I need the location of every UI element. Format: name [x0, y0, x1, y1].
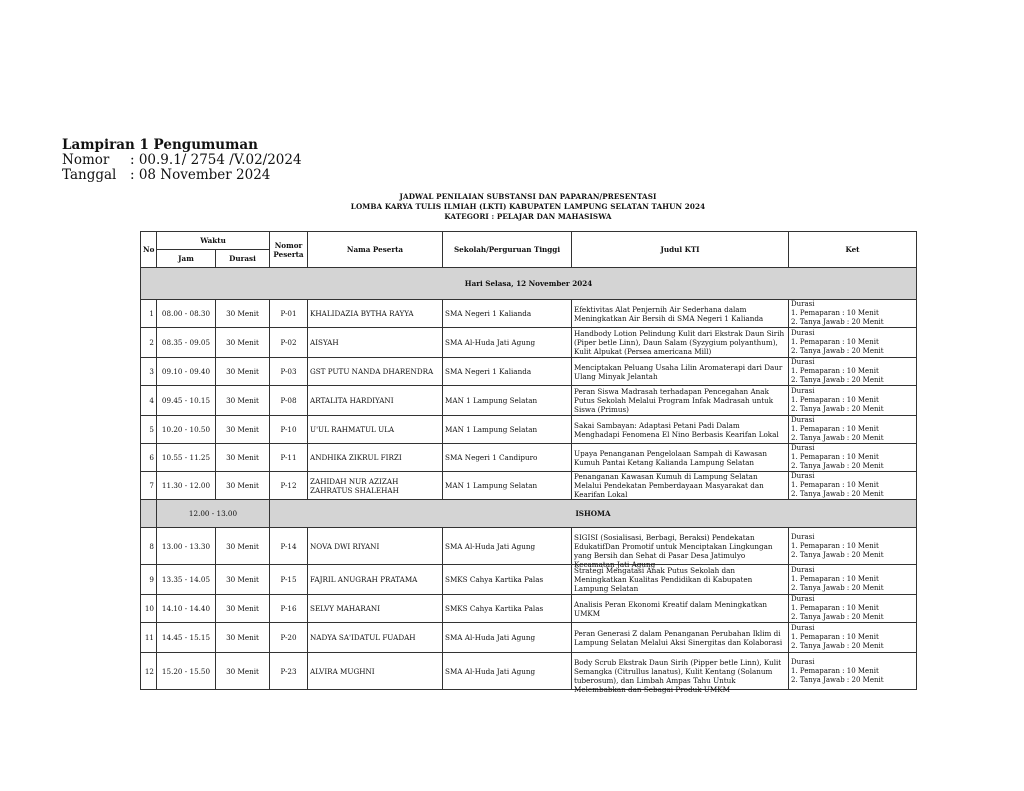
row-ket: [789, 386, 917, 416]
row-ket: [789, 565, 917, 595]
row-jam: 15.20 - 15.50: [157, 653, 216, 690]
ket-durasi: Durasi: [791, 358, 815, 366]
row-ket: [789, 472, 917, 500]
row-sekolah: MAN 1 Lampung Selatan: [443, 416, 572, 444]
row-judul-kti: Strategi Mengatasi Anak Putus Sekolah dan Meningkatkan Kualitas Pendidikan di Kabupaten Lampung Selatan: [574, 566, 753, 593]
ket-pemaparan: 1. Pemaparan : 10 Menit: [791, 633, 879, 641]
ket-pemaparan: 1. Pemaparan : 10 Menit: [791, 666, 879, 675]
ket-durasi: Durasi: [791, 472, 815, 480]
day-label: Hari Selasa, 12 November 2024: [141, 268, 917, 300]
row-judul-cell: [572, 595, 789, 623]
row-no: 4: [141, 386, 157, 416]
header-sekolah: Sekolah/Perguruan Tinggi: [443, 232, 572, 268]
nomor-value: : 00.9.1/ 2754 /V.02/2024: [130, 152, 302, 168]
row-nama-peserta: NOVA DWI RIYANI: [308, 528, 443, 565]
row-nomor-peserta: P-23: [270, 653, 308, 690]
row-judul-kti: Upaya Penanganan Pengelolaan Sampah di Kawasan Kumuh Pantai Ketang Kalianda Lampung Selatan: [574, 448, 767, 467]
table-row: [141, 416, 917, 444]
ket-pemaparan: 1. Pemaparan : 10 Menit: [791, 604, 879, 612]
row-nama-peserta: AISYAH: [308, 328, 443, 358]
ket-tanya-jawab: 2. Tanya Jawab : 20 Menit: [791, 550, 884, 559]
ket-tanya-jawab: 2. Tanya Jawab : 20 Menit: [791, 434, 884, 442]
row-nomor-peserta: P-01: [270, 300, 308, 328]
table-row: [141, 623, 917, 653]
row-no: 3: [141, 358, 157, 386]
table-row: [141, 328, 917, 358]
attachment-title: Lampiran 1 Pengumuman: [62, 137, 258, 153]
ket-tanya-jawab: 2. Tanya Jawab : 20 Menit: [791, 642, 884, 650]
header-judul-kti: Judul KTI: [572, 232, 789, 268]
ket-pemaparan: 1. Pemaparan : 10 Menit: [791, 338, 879, 346]
ket-pemaparan: 1. Pemaparan : 10 Menit: [791, 396, 879, 404]
header-jam: Jam: [157, 250, 216, 268]
ket-pemaparan: 1. Pemaparan : 10 Menit: [791, 453, 879, 461]
ket-durasi: Durasi: [791, 300, 815, 308]
ket-text: [791, 472, 914, 499]
header-waktu: Waktu: [157, 232, 270, 250]
row-judul-kti: Peran Siswa Madrasah terhadapan Pencegahan Anak Putus Sekolah Melalui Program Infak Madrasah untuk Siswa (Primus): [574, 387, 774, 414]
ket-text: [791, 624, 914, 651]
ket-tanya-jawab: 2. Tanya Jawab : 20 Menit: [791, 318, 884, 326]
row-judul-cell: [572, 300, 789, 328]
schedule-title-line2: LOMBA KARYA TULIS ILMIAH (LKTI) KABUPATEN LAMPUNG SELATAN TAHUN 2024: [350, 202, 706, 211]
ket-text: [791, 387, 914, 414]
row-ket: [789, 358, 917, 386]
ket-tanya-jawab: 2. Tanya Jawab : 20 Menit: [791, 490, 884, 498]
ket-text: [791, 566, 914, 593]
ket-durasi: Durasi: [791, 532, 815, 541]
row-jam: 08.35 - 09.05: [157, 328, 216, 358]
row-nomor-peserta: P-10: [270, 416, 308, 444]
break-label: ISHOMA: [270, 500, 917, 528]
row-nama-peserta: ZAHIDAH NUR AZIZAH ZAHRATUS SHALEHAH: [308, 472, 443, 500]
nomor-line: [62, 153, 302, 168]
row-ket: [789, 623, 917, 653]
row-judul-cell: [572, 472, 789, 500]
row-durasi: 30 Menit: [216, 565, 270, 595]
ket-pemaparan: 1. Pemaparan : 10 Menit: [791, 309, 879, 317]
tanggal-label: Tanggal: [62, 167, 117, 183]
ket-text: [791, 595, 914, 622]
row-sekolah: SMA Negeri 1 Kalianda: [443, 300, 572, 328]
ket-durasi: Durasi: [791, 657, 815, 666]
row-no: 10: [141, 595, 157, 623]
row-nama-peserta: NADYA SA'IDATUL FUADAH: [308, 623, 443, 653]
row-nomor-peserta: P-11: [270, 444, 308, 472]
row-sekolah: SMKS Cahya Kartika Palas: [443, 595, 572, 623]
schedule-title-line3: KATEGORI : PELAJAR DAN MAHASISWA: [444, 212, 612, 221]
ket-tanya-jawab: 2. Tanya Jawab : 20 Menit: [791, 584, 884, 592]
row-nama-peserta: ALVIRA MUGHNI: [308, 653, 443, 690]
row-nama-peserta: GST PUTU NANDA DHARENDRA: [308, 358, 443, 386]
row-durasi: 30 Menit: [216, 653, 270, 690]
row-judul-kti: Menciptakan Peluang Usaha Lilin Aromaterapi dari Daur Ulang Minyak Jelantah: [574, 362, 783, 381]
row-no: 12: [141, 653, 157, 690]
table-row: [141, 565, 917, 595]
ket-text: [791, 416, 914, 443]
ket-text: [791, 358, 914, 385]
row-durasi: 30 Menit: [216, 595, 270, 623]
ket-text: [791, 300, 914, 327]
row-nomor-peserta: P-15: [270, 565, 308, 595]
table-row: [141, 444, 917, 472]
ket-durasi: Durasi: [791, 624, 815, 632]
row-jam: 13.35 - 14.05: [157, 565, 216, 595]
row-nama-peserta: SELVY MAHARANI: [308, 595, 443, 623]
row-no: 9: [141, 565, 157, 595]
ket-text: [791, 329, 914, 356]
row-no: 7: [141, 472, 157, 500]
row-jam: 13.00 - 13.30: [157, 528, 216, 565]
row-judul-cell: [572, 623, 789, 653]
ket-text: [791, 658, 914, 685]
row-judul-kti: Body Scrub Ekstrak Daun Sirih (Pipper betle Linn), Kulit Semangka (Citrullus lanatus), Kulit Kentang (Solanum tuberosum), dan Limbah Ampas Tahu Untuk Melembabkan dan Sebagai Produk UMKM: [574, 657, 782, 694]
ket-durasi: Durasi: [791, 329, 815, 337]
row-judul-cell: [572, 358, 789, 386]
row-ket: [789, 328, 917, 358]
row-nama-peserta: ARTALITA HARDIYANI: [308, 386, 443, 416]
ket-pemaparan: 1. Pemaparan : 10 Menit: [791, 575, 879, 583]
row-nomor-peserta: P-08: [270, 386, 308, 416]
ket-pemaparan: 1. Pemaparan : 10 Menit: [791, 481, 879, 489]
break-time: 12.00 - 13.00: [157, 500, 270, 528]
tanggal-value: : 08 November 2024: [130, 167, 271, 183]
row-sekolah: SMA Al-Huda Jati Agung: [443, 328, 572, 358]
row-ket: [789, 444, 917, 472]
header-durasi: Durasi: [216, 250, 270, 268]
row-jam: 08.00 - 08.30: [157, 300, 216, 328]
row-judul-cell: [572, 444, 789, 472]
row-sekolah: MAN 1 Lampung Selatan: [443, 472, 572, 500]
break-row: [141, 500, 917, 528]
row-durasi: 30 Menit: [216, 328, 270, 358]
row-durasi: 30 Menit: [216, 358, 270, 386]
row-judul-cell: [572, 416, 789, 444]
row-jam: 10.55 - 11.25: [157, 444, 216, 472]
row-durasi: 30 Menit: [216, 300, 270, 328]
header-no: No: [141, 232, 157, 268]
row-durasi: 30 Menit: [216, 623, 270, 653]
row-ket: [789, 416, 917, 444]
row-sekolah: SMA Al-Huda Jati Agung: [443, 653, 572, 690]
row-ket: [789, 528, 917, 565]
row-sekolah: MAN 1 Lampung Selatan: [443, 386, 572, 416]
row-no: 6: [141, 444, 157, 472]
row-jam: 09.45 - 10.15: [157, 386, 216, 416]
ket-durasi: Durasi: [791, 416, 815, 424]
table-row: [141, 595, 917, 623]
ket-text: [791, 533, 914, 560]
row-nama-peserta: KHALIDAZIA BYTHA RAYYA: [308, 300, 443, 328]
ket-durasi: Durasi: [791, 566, 815, 574]
row-sekolah: SMA Negeri 1 Kalianda: [443, 358, 572, 386]
row-jam: 14.10 - 14.40: [157, 595, 216, 623]
schedule-table: [140, 231, 917, 694]
table-row: [141, 300, 917, 328]
row-sekolah: SMKS Cahya Kartika Palas: [443, 565, 572, 595]
row-durasi: 30 Menit: [216, 472, 270, 500]
row-ket: [789, 300, 917, 328]
row-nomor-peserta: P-14: [270, 528, 308, 565]
ket-tanya-jawab: 2. Tanya Jawab : 20 Menit: [791, 347, 884, 355]
row-judul-cell: [572, 386, 789, 416]
row-jam: 14.45 - 15.15: [157, 623, 216, 653]
row-nama-peserta: U'UL RAHMATUL ULA: [308, 416, 443, 444]
row-nomor-peserta: P-02: [270, 328, 308, 358]
row-no: 5: [141, 416, 157, 444]
row-judul-kti: Analisis Peran Ekonomi Kreatif dalam Meningkatkan UMKM: [574, 599, 767, 618]
row-ket: [789, 653, 917, 690]
row-judul-kti: SIGISI (Sosialisasi, Berbagi, Beraksi) Pendekatan EdukatifDan Promotif untuk Menciptakan Lingkungan yang Bersih dan Sehat di Pasar Desa Jatimulyo Kecamatan Jati Agung: [574, 532, 773, 569]
row-judul-kti: Handbody Lotion Pelindung Kulit dari Ekstrak Daun Sirih (Piper betle Linn), Daun Salam (Syzygium polyanthum), Kulit Alpukat (Persea americana Mill): [574, 329, 785, 356]
header-nama-peserta: Nama Peserta: [308, 232, 443, 268]
row-sekolah: SMA Al-Huda Jati Agung: [443, 623, 572, 653]
row-judul-cell: [572, 565, 789, 595]
ket-pemaparan: 1. Pemaparan : 10 Menit: [791, 425, 879, 433]
day-row: [141, 268, 917, 300]
row-no: 2: [141, 328, 157, 358]
row-ket: [789, 595, 917, 623]
row-jam: 11.30 - 12.00: [157, 472, 216, 500]
row-judul-cell: [572, 653, 789, 694]
table-row: [141, 358, 917, 386]
ket-tanya-jawab: 2. Tanya Jawab : 20 Menit: [791, 376, 884, 384]
row-judul-kti: Sakai Sambayan: Adaptasi Petani Padi Dalam Menghadapi Fenomena El Nino Berbasis Kearifan Lokal: [574, 420, 779, 439]
row-nomor-peserta: P-16: [270, 595, 308, 623]
table-row: [141, 472, 917, 500]
schedule-title-line1: JADWAL PENILAIAN SUBSTANSI DAN PAPARAN/PRESENTASI: [399, 192, 657, 201]
ket-tanya-jawab: 2. Tanya Jawab : 20 Menit: [791, 613, 884, 621]
row-judul-kti: Peran Generasi Z dalam Penanganan Perubahan Iklim di Lampung Selatan Melalui Aksi Sinergitas dan Kolaborasi: [574, 628, 783, 647]
row-sekolah: SMA Negeri 1 Candipuro: [443, 444, 572, 472]
row-sekolah: SMA Al-Huda Jati Agung: [443, 528, 572, 565]
row-no: 1: [141, 300, 157, 328]
row-nomor-peserta: P-20: [270, 623, 308, 653]
nomor-label: Nomor: [62, 152, 110, 168]
table-row: [141, 386, 917, 416]
ket-text: [791, 444, 914, 471]
row-judul-cell: [572, 528, 789, 569]
row-durasi: 30 Menit: [216, 444, 270, 472]
table-row: [141, 653, 917, 690]
row-judul-cell: [572, 328, 789, 358]
ket-pemaparan: 1. Pemaparan : 10 Menit: [791, 367, 879, 375]
ket-durasi: Durasi: [791, 444, 815, 452]
row-jam: 10.20 - 10.50: [157, 416, 216, 444]
row-durasi: 30 Menit: [216, 528, 270, 565]
row-nama-peserta: ANDHIKA ZIKRUL FIRZI: [308, 444, 443, 472]
row-judul-kti: Efektivitas Alat Penjernih Air Sederhana dalam Meningkatkan Air Bersih di SMA Negeri 1 Kalianda: [574, 304, 764, 323]
ket-tanya-jawab: 2. Tanya Jawab : 20 Menit: [791, 462, 884, 470]
row-nomor-peserta: P-12: [270, 472, 308, 500]
row-judul-kti: Penanganan Kawasan Kumuh di Lampung Selatan Melalui Pendekatan Pemberdayaan Masyarakat dan Kearifan Lokal: [574, 472, 764, 499]
row-jam: 09.10 - 09.40: [157, 358, 216, 386]
row-nomor-peserta: P-03: [270, 358, 308, 386]
row-no: 11: [141, 623, 157, 653]
row-durasi: 30 Menit: [216, 416, 270, 444]
header-nomor-peserta: Nomor Peserta: [270, 232, 308, 268]
ket-tanya-jawab: 2. Tanya Jawab : 20 Menit: [791, 405, 884, 413]
ket-durasi: Durasi: [791, 387, 815, 395]
ket-durasi: Durasi: [791, 595, 815, 603]
ket-pemaparan: 1. Pemaparan : 10 Menit: [791, 541, 879, 550]
ket-tanya-jawab: 2. Tanya Jawab : 20 Menit: [791, 675, 884, 684]
row-durasi: 30 Menit: [216, 386, 270, 416]
row-no: 8: [141, 528, 157, 565]
table-row: [141, 528, 917, 565]
tanggal-line: [62, 168, 270, 183]
header-ket: Ket: [789, 232, 917, 268]
row-nama-peserta: FAJRIL ANUGRAH PRATAMA: [308, 565, 443, 595]
